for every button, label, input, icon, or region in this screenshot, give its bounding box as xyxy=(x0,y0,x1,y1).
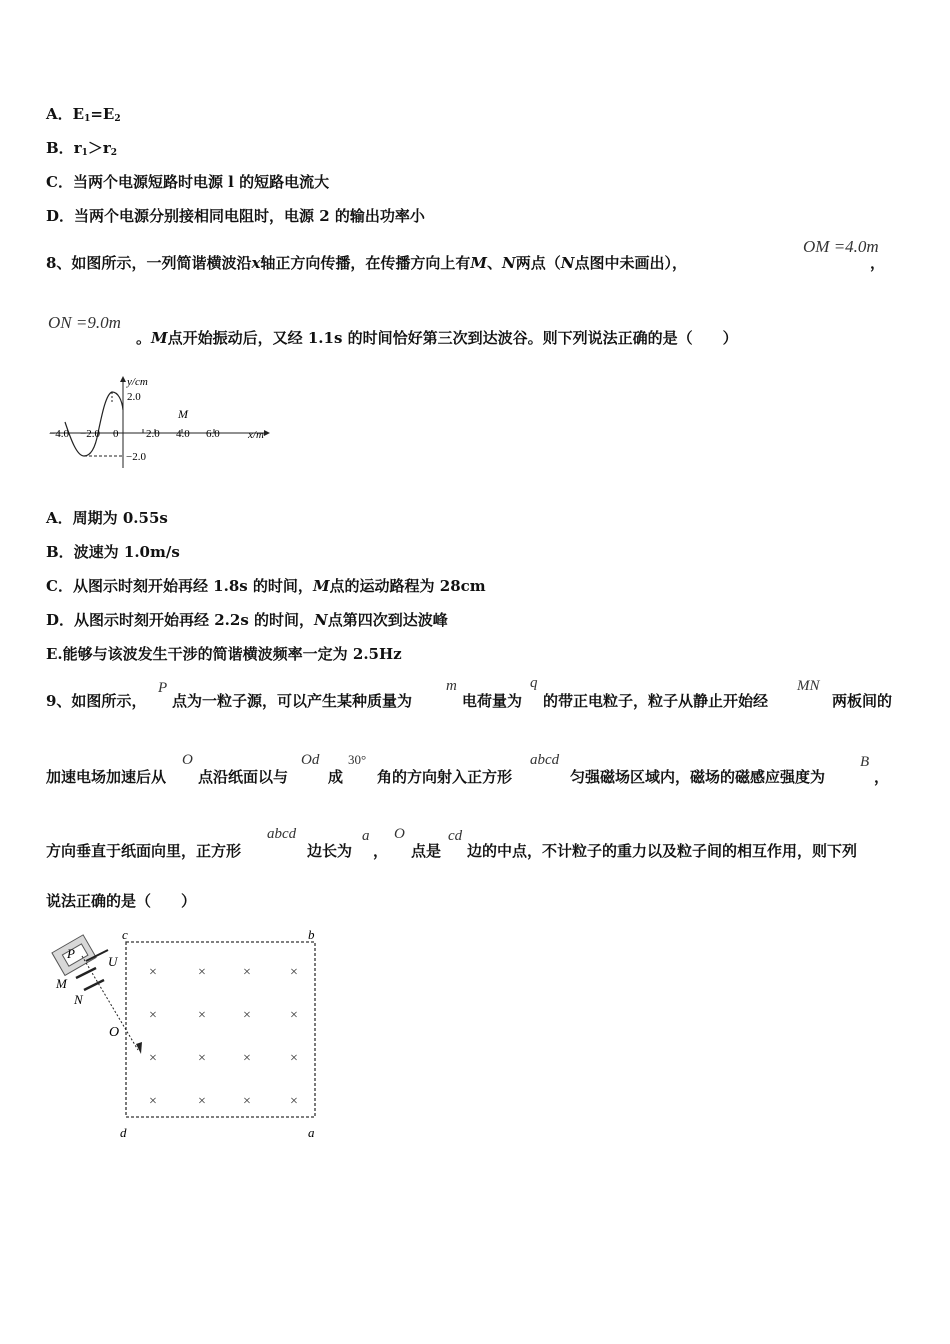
wave-figure xyxy=(44,370,280,472)
q8-option-b: B．波速为 1.0m/s xyxy=(46,543,180,561)
corner-b-label: b xyxy=(308,927,315,942)
field-cross: × xyxy=(290,1051,298,1066)
q8-option-d: D．从图示时刻开始再经 2.2s 的时间，N点第四次到达波峰 xyxy=(46,611,448,629)
q9-var-b: B xyxy=(860,754,870,770)
q8-comma: ， xyxy=(870,254,886,272)
field-cross: × xyxy=(149,1051,157,1066)
field-cross: × xyxy=(290,965,298,980)
q8-stem-line-1: 8、如图所示，一列简谐横波沿x轴正方向传播，在传播方向上有M、N两点（N点图中未画出）， xyxy=(46,254,688,272)
q9-line4: 说法正确的是（ ） xyxy=(46,892,197,910)
q9-line1-e: 两板间的 xyxy=(832,692,893,710)
corner-a-label: a xyxy=(308,1125,315,1140)
q9-line2-f: ， xyxy=(874,768,890,786)
q9-var-abcd-2: abcd xyxy=(267,826,297,842)
q9-angle: 30° xyxy=(348,752,367,767)
q8-stem-line-2: 。M点开始振动后，又经 1.1s 的时间恰好第三次到达波谷。则下列说法正确的是（ ） xyxy=(136,329,738,347)
field-cross: × xyxy=(198,1051,206,1066)
q9-line3-e: 边的中点，不计粒子的重力以及粒子间的相互作用，则下列 xyxy=(467,842,858,860)
q9-line1-b: 点为一粒子源，可以产生某种质量为 xyxy=(172,692,413,710)
q9-line2-c: 成 xyxy=(328,768,344,786)
field-cross: × xyxy=(243,1051,251,1066)
x-axis-arrow xyxy=(264,430,270,436)
q9-line3-a: 方向垂直于纸面向里，正方形 xyxy=(46,842,242,860)
q7-option-a: A．$E_1=E_2$ xyxy=(46,105,121,124)
x-tick: 4.0 xyxy=(176,428,190,440)
field-cross: × xyxy=(198,965,206,980)
path-arrowhead xyxy=(136,1042,142,1054)
q9-var-o: O xyxy=(182,752,193,768)
q9-var-od: Od xyxy=(301,752,320,768)
y-axis-label: y/cm xyxy=(127,376,148,388)
q9-line2-d: 角的方向射入正方形 xyxy=(377,768,513,786)
q9-var-p: P xyxy=(158,680,168,696)
q9-var-a: a xyxy=(362,828,370,844)
voltage-u-label: U xyxy=(108,954,118,969)
x-tick: 6.0 xyxy=(206,428,220,440)
x-tick: −2.0 xyxy=(80,428,100,440)
field-cross: × xyxy=(243,965,251,980)
x-axis-label: x/m xyxy=(248,429,264,441)
q7-option-c: C．当两个电源短路时电源 l 的短路电流大 xyxy=(46,173,330,191)
q9-var-m: m xyxy=(446,678,457,694)
q8-on-formula: ON =9.0m xyxy=(48,313,121,332)
x-tick: 0 xyxy=(113,428,119,440)
field-cross: × xyxy=(149,1094,157,1109)
field-cross: × xyxy=(290,1094,298,1109)
x-tick: −4.0 xyxy=(49,428,69,440)
field-cross: × xyxy=(149,965,157,980)
q8-option-c: C．从图示时刻开始再经 1.8s 的时间，M点的运动路程为 28cm xyxy=(46,577,486,595)
q9-line2-b: 点沿纸面以与 xyxy=(198,768,289,786)
q9-line1-a: 9、如图所示， xyxy=(46,692,147,710)
corner-d-label: d xyxy=(120,1125,127,1140)
plate-n-label: N xyxy=(74,992,83,1007)
q9-line2-e: 匀强磁场区域内，磁场的磁感应强度为 xyxy=(570,768,826,786)
corner-c-label: c xyxy=(122,927,128,942)
q9-var-o-2: O xyxy=(394,826,405,842)
q9-line2-a: 加速电场加速后从 xyxy=(46,768,167,786)
point-o-label: O xyxy=(109,1025,120,1040)
q8-option-a: A．周期为 0.55s xyxy=(46,509,168,527)
q9-line1-c: 电荷量为 xyxy=(462,692,523,710)
q9-line1-d: 的带正电粒子，粒子从静止开始经 xyxy=(543,692,769,710)
field-cross: × xyxy=(198,1008,206,1023)
q7-option-b: B．$r_1>r_2$ xyxy=(46,139,118,158)
q9-line3-b: 边长为 xyxy=(307,842,353,860)
point-m-label: M xyxy=(178,407,188,421)
field-crosses xyxy=(149,965,298,1109)
source-p-label: P xyxy=(67,946,75,961)
x-tick: 2.0 xyxy=(146,428,160,440)
q9-var-q: q xyxy=(530,675,538,691)
plate-m xyxy=(76,968,96,978)
field-cross: × xyxy=(243,1008,251,1023)
y-tick-bottom: −2.0 xyxy=(126,451,146,463)
wave-curve xyxy=(65,392,123,456)
field-cross: × xyxy=(290,1008,298,1023)
q9-var-mn: MN xyxy=(797,678,820,694)
field-cross: × xyxy=(198,1094,206,1109)
q9-line3-d: 点是 xyxy=(411,842,442,860)
q9-var-abcd: abcd xyxy=(530,752,560,768)
q8-option-e: E.能够与该波发生干涉的简谐横波频率一定为 2.5Hz xyxy=(46,645,402,663)
q7-option-d: D．当两个电源分别接相同电阻时，电源 2 的输出功率小 xyxy=(46,207,425,225)
field-cross: × xyxy=(149,1008,157,1023)
q9-var-cd: cd xyxy=(448,828,463,844)
y-axis-arrow xyxy=(120,376,126,382)
field-cross: × xyxy=(243,1094,251,1109)
q9-line3-c: ， xyxy=(373,842,389,860)
field-figure xyxy=(46,922,336,1148)
y-tick-top: 2.0 xyxy=(127,391,141,403)
plate-m-label: M xyxy=(56,976,67,991)
q8-om-formula: OM =4.0m xyxy=(803,237,879,256)
